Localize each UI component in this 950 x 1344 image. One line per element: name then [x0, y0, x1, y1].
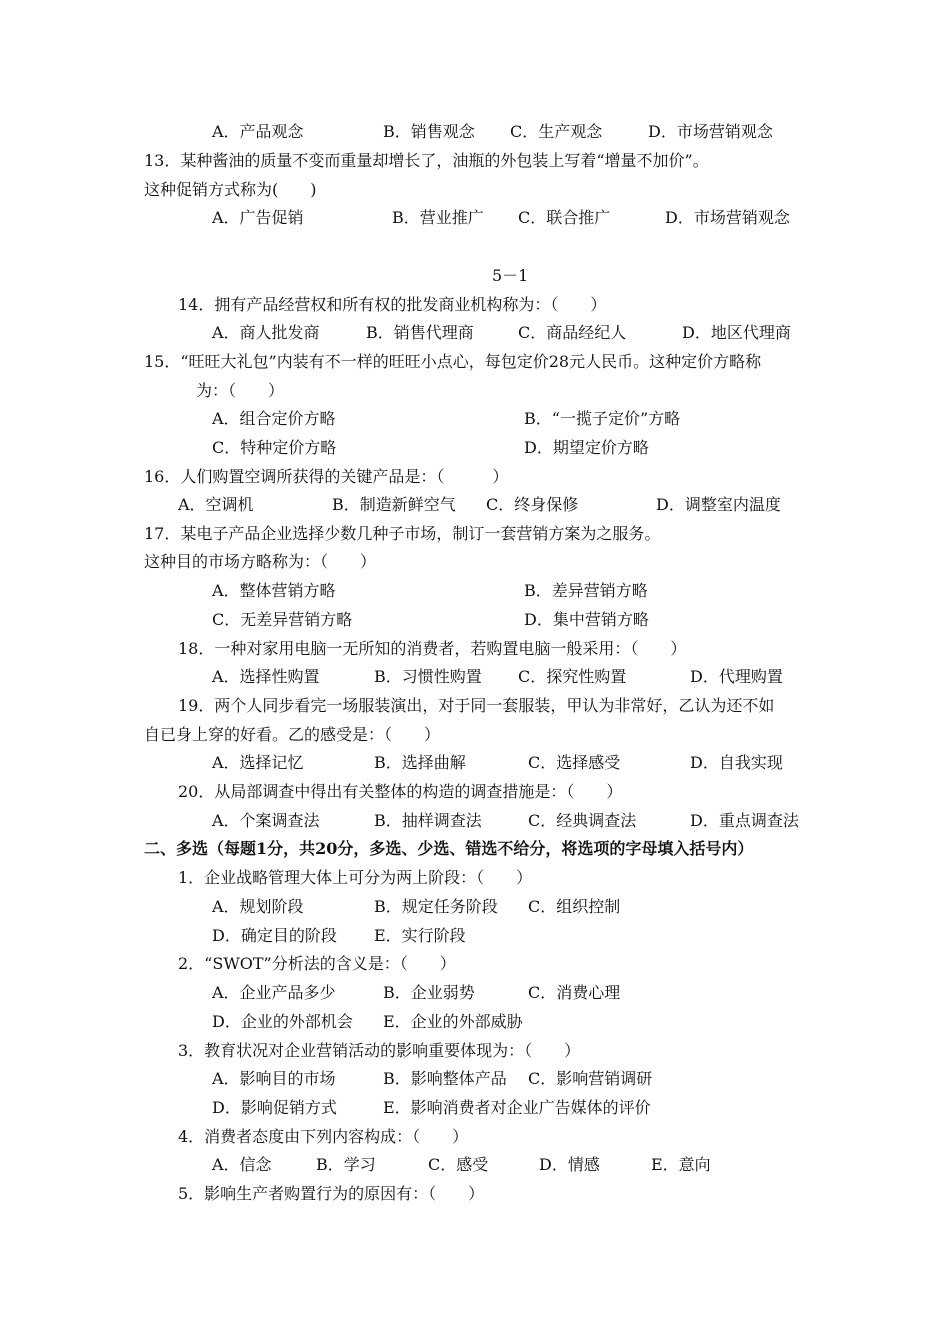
q16-option-c: C．终身保修 — [486, 495, 579, 514]
m1-stem: 1．企业战略管理大体上可分为两上阶段：（ ） — [178, 868, 533, 887]
q17-stem-line1: 17．某电子产品企业选择少数几种子市场，制订一套营销方案为之服务。 — [144, 524, 661, 543]
m2-option-e: E．企业的外部威胁 — [383, 1012, 523, 1031]
m5-stem: 5．影响生产者购置行为的原因有：（ ） — [178, 1184, 485, 1203]
q15-stem-line1: 15．“旺旺大礼包”内装有不一样的旺旺小点心，每包定价28元人民币。这种定价方略称 — [144, 352, 762, 371]
m4-option-b: B．学习 — [316, 1155, 376, 1174]
q14-option-c: C．商品经纪人 — [518, 323, 627, 342]
q14-option-b: B．销售代理商 — [366, 323, 474, 342]
q16-option-b: B．制造新鲜空气 — [332, 495, 456, 514]
q18-option-d: D．代理购置 — [690, 667, 783, 686]
q18-option-a: A．选择性购置 — [212, 667, 320, 686]
q20-option-a: A．个案调查法 — [212, 811, 320, 830]
q12-option-b: B．销售观念 — [383, 122, 475, 141]
q12-option-c: C．生产观念 — [510, 122, 603, 141]
m1-option-c: C．组织控制 — [528, 897, 621, 916]
q17-option-c: C．无差异营销方略 — [212, 610, 353, 629]
m2-option-d: D．企业的外部机会 — [212, 1012, 353, 1031]
q16-option-a: A．空调机 — [178, 495, 254, 514]
q13-option-a: A．广告促销 — [212, 208, 304, 227]
q13-stem-line1: 13．某种酱油的质量不变而重量却增长了，油瓶的外包装上写着“增量不加价”。 — [144, 151, 709, 170]
q13-option-b: B．营业推广 — [392, 208, 484, 227]
m4-option-c: C．感受 — [428, 1155, 489, 1174]
m3-stem: 3．教育状况对企业营销活动的影响重要体现为：（ ） — [178, 1041, 581, 1060]
q19-option-d: D．自我实现 — [690, 753, 783, 772]
q19-stem-line1: 19．两个人同步看完一场服装演出，对于同一套服装，甲认为非常好，乙认为还不如 — [178, 696, 775, 715]
q17-option-a: A．整体营销方略 — [212, 581, 336, 600]
m1-option-a: A．规划阶段 — [212, 897, 304, 916]
q19-option-a: A．选择记忆 — [212, 753, 304, 772]
m4-option-d: D．情感 — [539, 1155, 600, 1174]
q20-stem: 20．从局部调查中得出有关整体的构造的调查措施是：（ ） — [178, 782, 623, 801]
m1-option-d: D．确定目的阶段 — [212, 926, 337, 945]
q13-option-d: D．市场营销观念 — [665, 208, 790, 227]
q13-option-c: C．联合推广 — [518, 208, 611, 227]
q18-option-c: C．探究性购置 — [518, 667, 627, 686]
m2-option-b: B．企业弱势 — [383, 983, 475, 1002]
page-number: 5－1 — [492, 266, 529, 285]
q17-option-b: B．差异营销方略 — [524, 581, 648, 600]
q19-option-c: C．选择感受 — [528, 753, 621, 772]
q15-option-d: D．期望定价方略 — [524, 438, 649, 457]
q15-option-a: A．组合定价方略 — [212, 409, 336, 428]
q12-option-a: A．产品观念 — [212, 122, 304, 141]
q20-option-c: C．经典调查法 — [528, 811, 637, 830]
q20-option-b: B．抽样调查法 — [374, 811, 482, 830]
q14-option-d: D．地区代理商 — [682, 323, 791, 342]
m3-option-b: B．影响整体产品 — [383, 1069, 507, 1088]
q18-option-b: B．习惯性购置 — [374, 667, 482, 686]
q15-stem-line2: 为：（ ） — [196, 381, 285, 400]
q17-option-d: D．集中营销方略 — [524, 610, 649, 629]
q13-stem-line2: 这种促销方式称为( ) — [144, 180, 317, 199]
q15-option-c: C．特种定价方略 — [212, 438, 337, 457]
m3-option-a: A．影响目的市场 — [212, 1069, 336, 1088]
q14-option-a: A．商人批发商 — [212, 323, 320, 342]
m4-stem: 4．消费者态度由下列内容构成：（ ） — [178, 1127, 469, 1146]
q14-stem: 14．拥有产品经营权和所有权的批发商业机构称为：（ ） — [178, 295, 607, 314]
m2-option-a: A．企业产品多少 — [212, 983, 336, 1002]
m3-option-d: D．影响促销方式 — [212, 1098, 337, 1117]
q17-stem-line2: 这种目的市场方略称为：（ ） — [144, 552, 377, 571]
q19-stem-line2: 自已身上穿的好看。乙的感受是：（ ） — [144, 725, 441, 744]
q16-option-d: D．调整室内温度 — [656, 495, 781, 514]
m1-option-e: E．实行阶段 — [374, 926, 466, 945]
m4-option-e: E．意向 — [651, 1155, 711, 1174]
m3-option-e: E．影响消费者对企业广告媒体的评价 — [383, 1098, 651, 1117]
m2-option-c: C．消费心理 — [528, 983, 621, 1002]
section-2-heading: 二、多选（每题1分，共20分，多选、少选、错选不给分，将选项的字母填入括号内） — [144, 839, 754, 858]
q12-option-d: D．市场营销观念 — [648, 122, 773, 141]
q18-stem: 18．一种对家用电脑一无所知的消费者，若购置电脑一般采用：（ ） — [178, 639, 687, 658]
q19-option-b: B．选择曲解 — [374, 753, 466, 772]
q16-stem: 16．人们购置空调所获得的关键产品是：（ ） — [144, 467, 509, 486]
m1-option-b: B．规定任务阶段 — [374, 897, 498, 916]
q20-option-d: D．重点调查法 — [690, 811, 799, 830]
m4-option-a: A．信念 — [212, 1155, 272, 1174]
m2-stem: 2．“SWOT”分析法的含义是：（ ） — [178, 954, 456, 973]
m3-option-c: C．影响营销调研 — [528, 1069, 653, 1088]
q15-option-b: B．“一揽子定价”方略 — [524, 409, 681, 428]
